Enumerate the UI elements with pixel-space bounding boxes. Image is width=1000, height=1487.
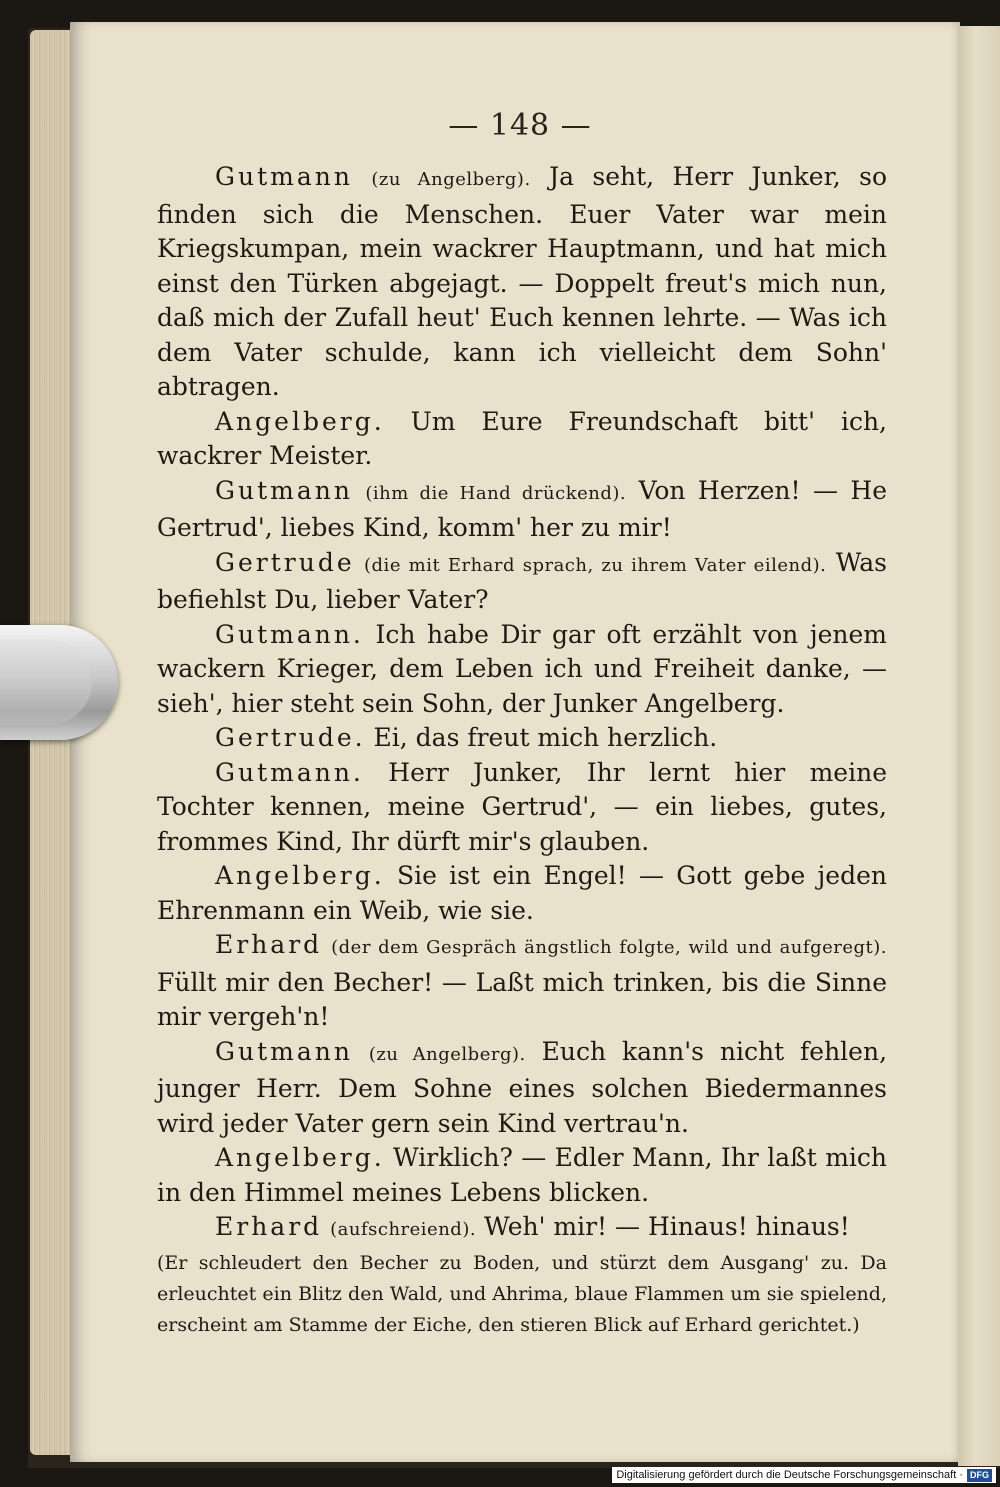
dialogue-text: Weh' mir! — Hinaus! hinaus!: [484, 1212, 850, 1241]
dialogue-text: Herr Junker, Ihr lernt hier meine Tochter kennen, meine Gertrud', — ein liebes, gutes, frommes Kind, Ihr dürft mir's glauben.: [157, 757, 887, 856]
page-clip: [0, 625, 118, 740]
dialogue-text: Ja seht, Herr Junker, so finden sich die Menschen. Euer Vater war mein Kriegskumpan, mein wackrer Hauptmann, und hat mich einst den Türken abgejagt. — Doppelt freut's mich nun, daß mich der Zufall heut' Euch kennen lehrte. — Was ich dem Vater schulde, kann ich vielleicht dem Sohn' abtragen.: [157, 162, 888, 401]
dialogue-line: [157, 474, 887, 546]
dialogue-line: [157, 546, 887, 618]
dialogue-line: [157, 721, 887, 756]
footer-text: Digitalisierung gefördert durch die Deutsche Forschungsgemeinschaft ·: [616, 1469, 963, 1481]
dialogue-line: [157, 618, 887, 722]
stage-direction: (die mit Erhard sprach, zu ihrem Vater eilend).: [364, 554, 827, 576]
dialogue-line: [157, 1035, 887, 1142]
dialogue-text: Um Eure Freundschaft bitt' ich, wackrer Meister.: [157, 406, 887, 470]
stage-direction: (zu Angelberg).: [368, 1043, 526, 1065]
speaker-name: Gutmann.: [215, 619, 364, 649]
dialogue-text: Ich habe Dir gar oft erzählt von jenem wackern Krieger, dem Leben ich und Freiheit danke, — sieh', hier steht sein Sohn, der Junker Angelberg.: [157, 619, 887, 718]
dialogue-line: [157, 1141, 887, 1210]
dialogue-line: [157, 859, 887, 928]
dialogue-text: Füllt mir den Becher! — Laßt mich trinken, bis die Sinne mir vergeh'n!: [157, 967, 887, 1031]
dialogue-line: [157, 160, 887, 405]
dialogue-text: Was befiehlst Du, lieber Vater?: [157, 547, 887, 614]
facing-page-edge: [958, 26, 1000, 1466]
speaker-name: Gutmann.: [215, 757, 364, 787]
speaker-name: Angelberg.: [215, 861, 385, 890]
speaker-name: Gertrude.: [215, 723, 366, 752]
dialogue-text: Euch kann's nicht fehlen, junger Herr. Dem Sohne eines solchen Biedermannes wird jeder Vater gern sein Kind vertrau'n.: [157, 1036, 888, 1138]
stage-direction: (aufschreiend).: [330, 1219, 477, 1240]
stage-direction: (ihm die Hand drückend).: [365, 482, 627, 504]
stage-direction: (der dem Gespräch ängstlich folgte, wild und aufgeregt).: [331, 937, 887, 958]
speaker-name: Erhard: [215, 930, 323, 959]
dialogue-line: [157, 928, 887, 1035]
speaker-name: Gutmann: [215, 475, 353, 505]
dialogue-text: Sie ist ein Engel! — Gott gebe jeden Ehrenmann ein Weib, wie sie.: [157, 861, 888, 925]
speaker-name: Erhard: [215, 1212, 323, 1241]
dialogue-line: [157, 405, 887, 474]
speaker-name: Angelberg.: [215, 1143, 385, 1172]
speaker-name: Angelberg.: [215, 406, 385, 436]
dialogue-text: Wirklich? — Edler Mann, Ihr laßt mich in den Himmel meines Lebens blicken.: [157, 1143, 887, 1207]
speaker-name: Gutmann: [215, 162, 353, 191]
funding-footer: [612, 1467, 996, 1483]
dialogue-line: [157, 756, 887, 860]
speaker-name: Gutmann: [215, 1036, 353, 1066]
page-text: [157, 160, 887, 1341]
dfg-logo-icon: DFG: [967, 1469, 992, 1482]
dialogue-text: Von Herzen! — He Gertrud', liebes Kind, komm' her zu mir!: [157, 475, 888, 542]
dialogue-line: [157, 1210, 887, 1248]
dialogue-text: Ei, das freut mich herzlich.: [373, 723, 718, 752]
stage-direction: (zu Angelberg).: [371, 169, 531, 190]
page-number: — 148 —: [448, 108, 592, 143]
final-stage-direction: (Er schleudert den Becher zu Boden, und stürzt dem Ausgang' zu. Da erleuchtet ein Blitz den Wald, und Ahrima, blaue Flammen um sie spielend, erscheint am Stamme der Eiche, den stieren Blick auf Erhard gerichtet.): [157, 1251, 887, 1336]
speaker-name: Gertrude: [215, 547, 355, 577]
